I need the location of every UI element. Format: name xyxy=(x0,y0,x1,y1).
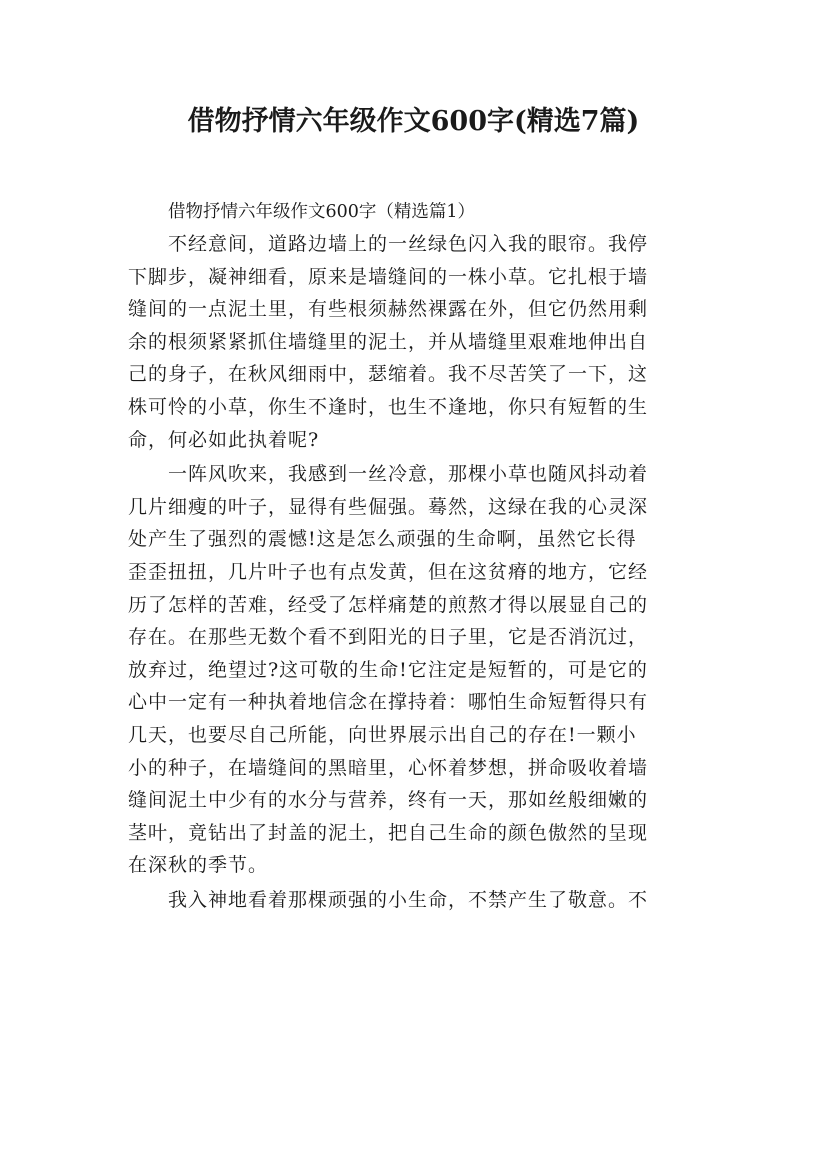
text-line: 处产生了强烈的震憾!这是怎么顽强的生命啊，虽然它长得 xyxy=(128,528,637,551)
text-line: 不经意间，道路边墙上的一丝绿色闪入我的眼帘。我停 xyxy=(168,233,649,255)
text-line: 存在。在那些无数个看不到阳光的日子里，它是否消沉过， xyxy=(128,626,649,649)
text-line: 命，何必如此执着呢? xyxy=(128,428,320,451)
text-line: 放弃过，绝望过?这可敬的生命!它注定是短暂的，可是它的 xyxy=(128,658,648,681)
text-line: 小的种子，在墙缝间的黑暗里，心怀着梦想，拼命吸收着墙 xyxy=(128,756,649,779)
text-line: 余的根须紧紧抓住墙缝里的泥土，并从墙缝里艰难地伸出自 xyxy=(128,330,649,353)
text-line: 几天，也要尽自己所能，向世界展示出自己的存在!一颗小 xyxy=(128,723,637,746)
text-line: 一阵风吹来，我感到一丝冷意，那棵小草也随风抖动着 xyxy=(168,463,649,486)
text-line: 心中一定有一种执着地信念在撑持着：哪怕生命短暂得只有 xyxy=(128,691,649,714)
text-line: 歪歪扭扭，几片叶子也有点发黄，但在这贫瘠的地方，它经 xyxy=(128,560,649,583)
text-line: 我入神地看着那棵顽强的小生命，不禁产生了敬意。不 xyxy=(168,888,649,911)
text-line: 株可怜的小草，你生不逢时，也生不逢地，你只有短暂的生 xyxy=(128,395,649,418)
text-line: 历了怎样的苦难，经受了怎样痛楚的煎熬才得以展显自己的 xyxy=(128,593,649,616)
text-line: 几片细瘦的叶子，显得有些倔强。蓦然，这绿在我的心灵深 xyxy=(128,495,649,518)
text-line: 己的身子，在秋风细雨中，瑟缩着。我不尽苦笑了一下，这 xyxy=(128,363,649,386)
text-line: 在深秋的季节。 xyxy=(128,854,269,877)
text-line: 茎叶，竟钻出了封盖的泥土，把自己生命的颜色傲然的呈现 xyxy=(128,821,649,844)
document-title: 借物抒情六年级作文600字(精选7篇) xyxy=(187,106,640,137)
text-line: 缝间泥土中少有的水分与营养，终有一天，那如丝般细嫩的 xyxy=(128,789,649,812)
text-line: 缝间的一点泥土里，有些根须赫然裸露在外，但它仍然用剩 xyxy=(128,298,649,321)
document-body xyxy=(128,196,708,916)
paragraph-2 xyxy=(128,458,708,882)
paragraph-3 xyxy=(128,884,708,917)
section-subtitle: 借物抒情六年级作文600字（精选篇1） xyxy=(168,202,476,222)
paragraph-1 xyxy=(128,228,708,456)
text-line: 下脚步，凝神细看，原来是墙缝间的一株小草。它扎根于墙 xyxy=(128,265,649,288)
